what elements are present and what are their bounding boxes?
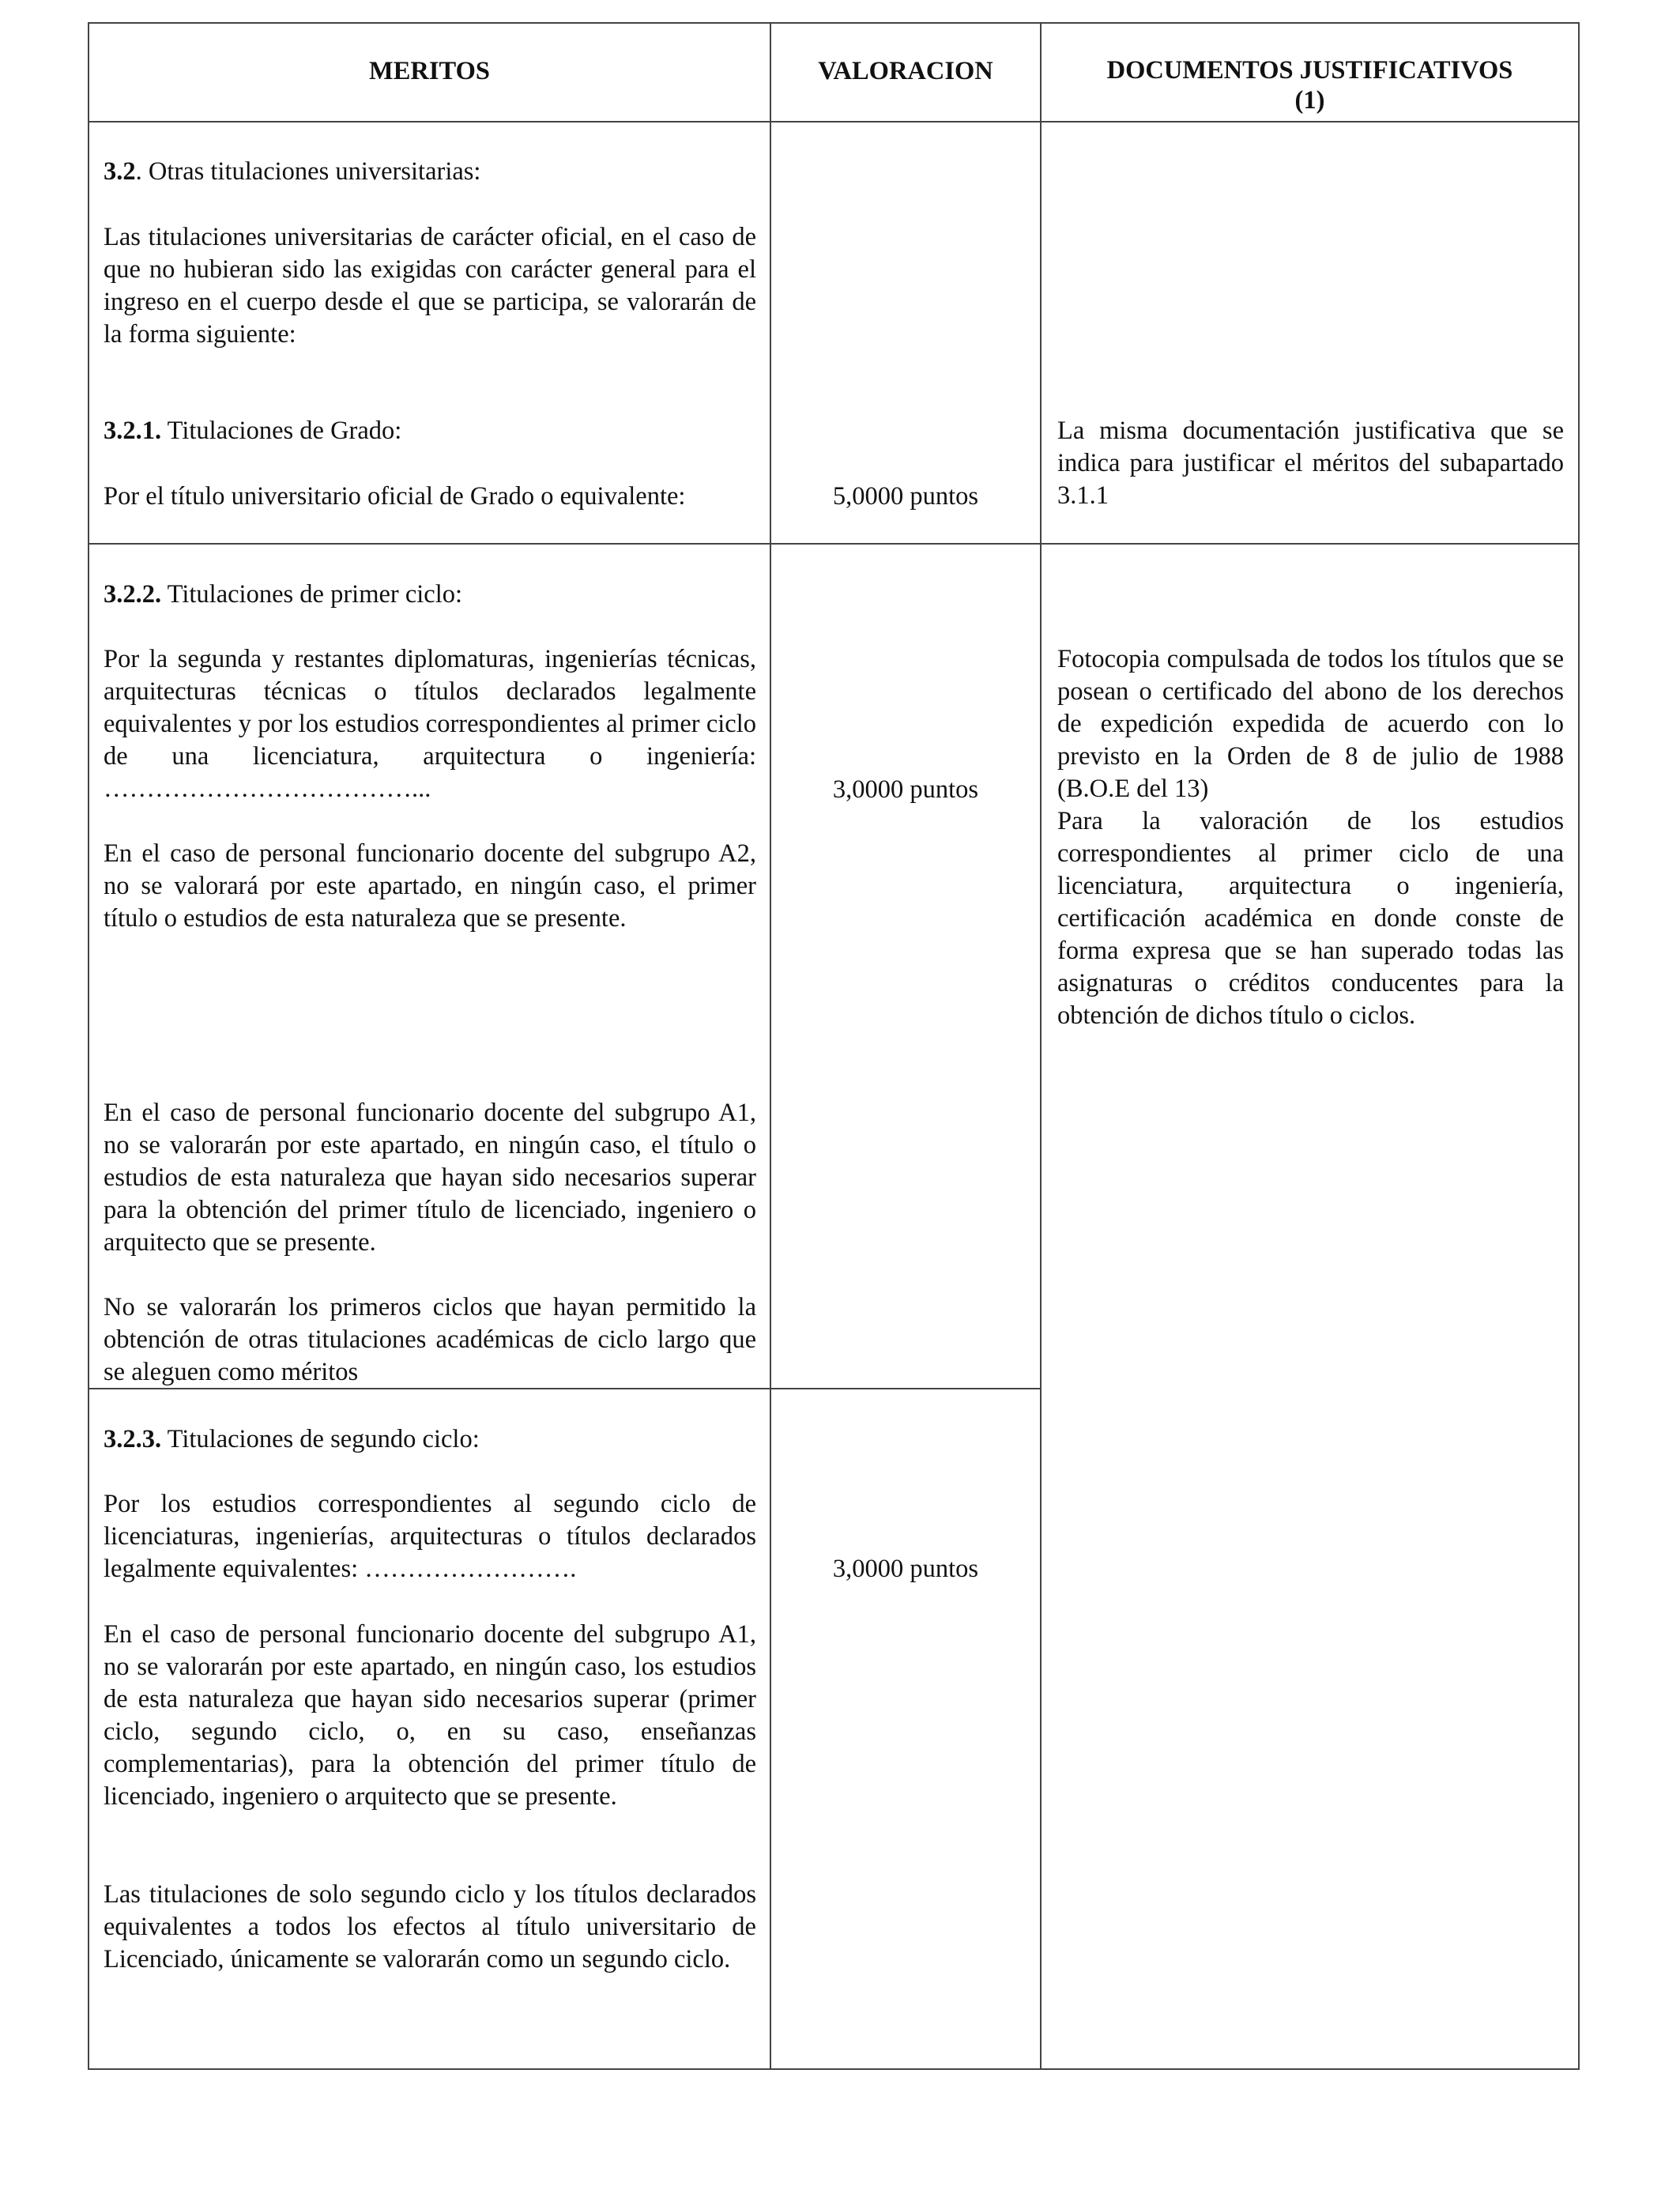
section-3-2-2-documents [1057,643,1564,1032]
row-divider-321 [88,543,1580,545]
column-divider-2 [1040,22,1042,2070]
section-3-2-2-paragraph-4 [104,1291,756,1389]
section-3-2-3-paragraph-2 [104,1619,756,1813]
header-bottom-border [88,121,1580,123]
section-3-2-2-value [771,774,1040,806]
header-valoracion-text: VALORACION [818,57,993,85]
section-3-2-1-points: 5,0000 puntos [832,482,979,511]
table-right-border [1578,22,1580,2070]
section-3-2-2-documents-text-2: Para la valoración de los estudios correspondientes al primer ciclo de una licenciatura, arquitectura o ingeniería, certificación académica en donde conste de forma expresa que se han superado todas las asignaturas o créditos conducentes para la obtención de dichos título o ciclos. [1057,807,1564,1030]
section-3-2-1-documents [1057,415,1564,512]
section-3-2-3-heading [104,1423,756,1456]
section-3-2-3-text-2: En el caso de personal funcionario docente del subgrupo A1, no se valorarán por este apartado, en ningún caso, los estudios de esta naturaleza que hayan sido necesarios superar (primer ciclo, segundo ciclo, o, en su caso, enseñanzas complementarias), para la obtención del primer título de licenciado, ingeniero o arquitecto que se presente. [104,1620,756,1811]
section-3-2-2-text-2: En el caso de personal funcionario docente del subgrupo A2, no se valorará por este apartado, en ningún caso, el primer título o estudios de esta naturaleza que se presente. [104,839,756,933]
section-3-2-3-value [771,1553,1040,1585]
section-3-2-title: . Otras titulaciones universitarias: [135,157,481,186]
section-3-2-1-heading [104,415,756,447]
section-3-2-1-value [771,481,1040,513]
section-3-2-1-number: 3.2.1. [104,417,162,445]
section-3-2-text: Las titulaciones universitarias de carácter oficial, en el caso de que no hubieran sido las exigidas con carácter general para el ingreso en el cuerpo desde el que se participa, se valorarán de la forma siguiente: [104,223,756,349]
table-top-border [88,22,1580,24]
section-3-2-heading [104,156,756,188]
section-3-2-1-documents-text: La misma documentación justificativa que se indica para justificar el méritos del subapartado 3.1.1 [1057,417,1564,510]
header-documentos [1042,55,1578,115]
section-3-2-3-number: 3.2.3. [104,1425,162,1453]
section-3-2-3-title: Titulaciones de segundo ciclo: [161,1425,480,1453]
section-3-2-2-number: 3.2.2. [104,580,162,609]
section-3-2-2-text-1: Por la segunda y restantes diplomaturas, ingenierías técnicas, arquitecturas técnicas o títulos declarados legalmente equivalentes y por los estudios correspondientes al primer ciclo de una licenciatura, arquitectura o ingeniería: ………………………………... [104,645,756,803]
section-3-2-3-text-1: Por los estudios correspondientes al segundo ciclo de licenciaturas, ingenierías, arquitecturas o títulos declarados legalmente equivalentes: ……………………. [104,1490,756,1583]
column-divider-1 [770,22,771,2070]
section-3-2-3-paragraph-1 [104,1488,756,1585]
section-3-2-2-title: Titulaciones de primer ciclo: [161,580,463,609]
section-3-2-2-paragraph-3 [104,1097,756,1259]
section-3-2-paragraph [104,221,756,351]
section-3-2-1-title: Titulaciones de Grado: [161,417,402,445]
header-documentos-line2: (1) [1294,86,1325,115]
section-3-2-2-heading [104,579,756,611]
section-3-2-1-paragraph [104,481,756,513]
header-meritos-text: MERITOS [369,57,490,85]
section-3-2-1-text: Por el título universitario oficial de Grado o equivalente: [104,482,686,511]
section-3-2-number: 3.2 [104,157,136,186]
section-3-2-3-text-3: Las titulaciones de solo segundo ciclo y los títulos declarados equivalentes a todos los efectos al título universitario de Licenciado, únicamente se valorarán como un segundo ciclo. [104,1880,756,1973]
header-valoracion [771,55,1040,88]
table-left-border [88,22,89,2070]
section-3-2-3-paragraph-3 [104,1879,756,1976]
header-meritos [89,55,770,88]
section-3-2-2-paragraph-2 [104,838,756,935]
table-bottom-border [88,2068,1580,2070]
section-3-2-2-documents-text-1: Fotocopia compulsada de todos los títulos que se posean o certificado del abono de los derechos de expedición expedida de acuerdo con lo previsto en la Orden de 8 de julio de 1988 (B.O.E del 13) [1057,645,1564,803]
section-3-2-2-paragraph-1 [104,643,756,805]
section-3-2-3-points: 3,0000 puntos [832,1555,979,1583]
section-3-2-2-points: 3,0000 puntos [832,775,979,804]
section-3-2-2-text-4: No se valorarán los primeros ciclos que hayan permitido la obtención de otras titulaciones académicas de ciclo largo que se aleguen como méritos [104,1293,756,1386]
section-3-2-2-text-3: En el caso de personal funcionario docente del subgrupo A1, no se valorarán por este apartado, en ningún caso, el título o estudios de esta naturaleza que hayan sido necesarios superar para la obtención del primer título de licenciado, ingeniero o arquitecto que se presente. [104,1099,756,1257]
header-documentos-line1: DOCUMENTOS JUSTIFICATIVOS [1106,56,1513,85]
